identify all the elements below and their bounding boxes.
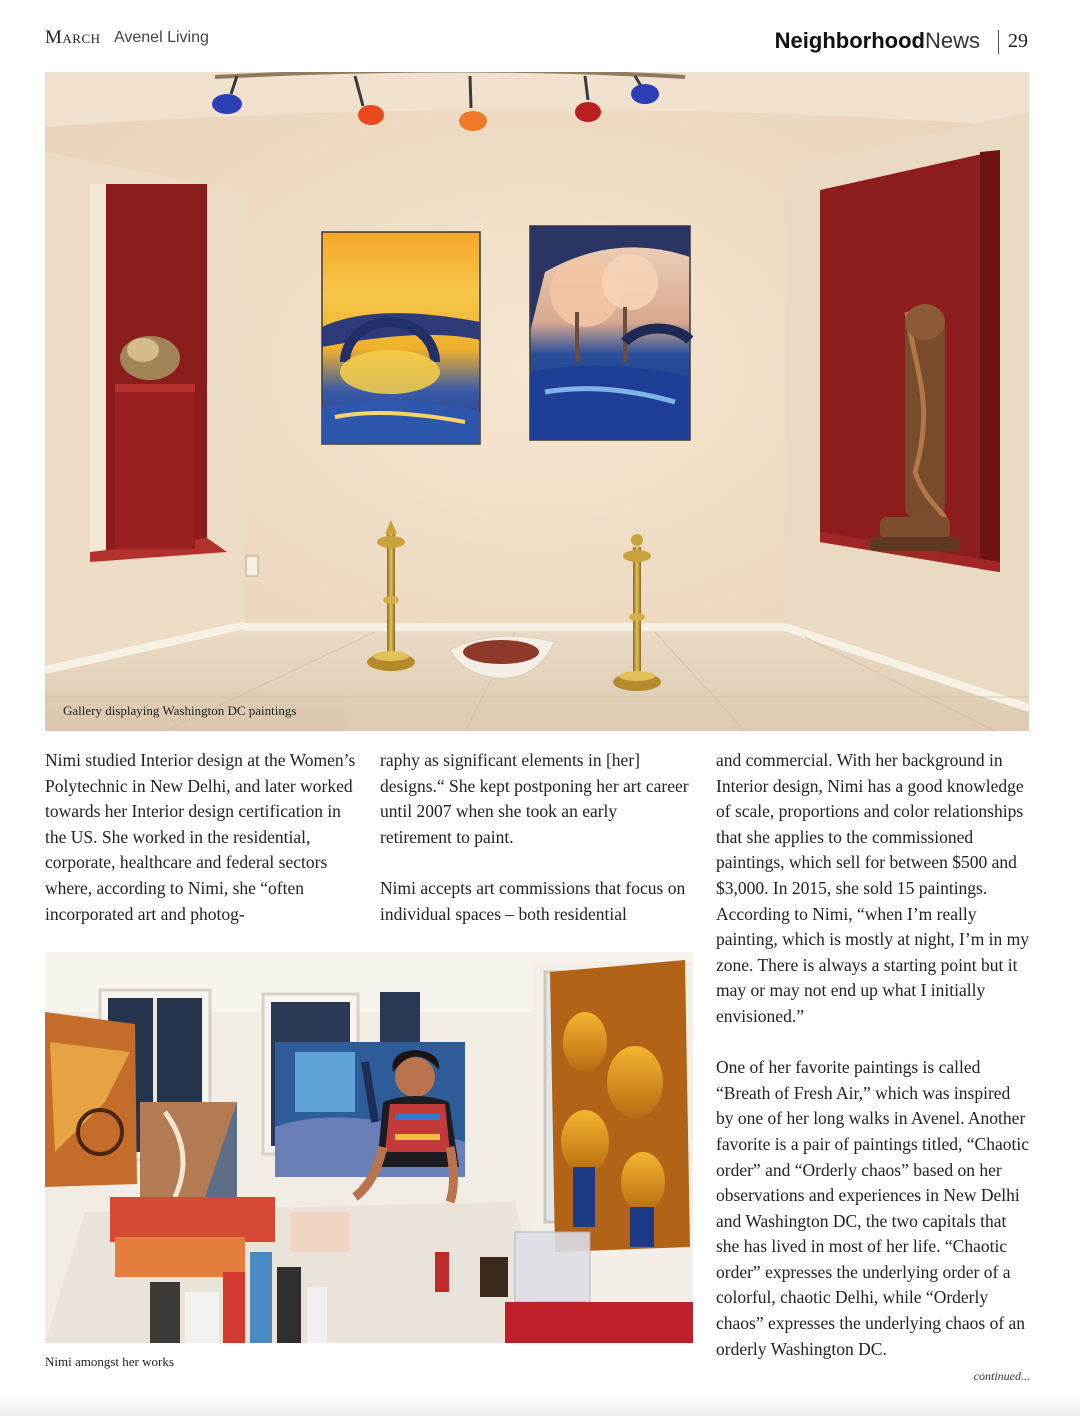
- brand-bold: Neighborhood: [774, 28, 925, 53]
- brand-light: News: [924, 28, 980, 53]
- issue-month: March: [45, 27, 101, 48]
- gallery-caption: Gallery displaying Washington DC paintings: [63, 703, 297, 718]
- article-paragraph: raphy as significant elements in [her] designs.“ She kept postponing her art career until 2007 when she took an early retirement to paint.: [380, 750, 689, 847]
- page-header: [0, 0, 1080, 70]
- continued-note: continued...: [973, 1369, 1030, 1383]
- article-paragraph: One of her favorite paintings is called “Breath of Fresh Air,” which was inspired by one of her long walks in Avenel. Another favorite is a pair of paintings titled, “Chaotic order” and “Orderly chaos” based on her observations and experiences in New Delhi and Washington DC, the two capitals that she has lived in most of her life. “Chaotic order” expresses the underlying order of a colorful, chaotic Delhi, while “Orderly chaos” expresses the underlying chaos of an orderly Washington DC.: [716, 1057, 1029, 1359]
- article-column-1: [45, 748, 357, 927]
- article-paragraph: and commercial. With her background in Interior design, Nimi has a good knowledge of scale, proportions and color relationships that she applies to the commissioned paintings, which sell for between $500 and $3,000. In 2015, she sold 15 paintings. According to Nimi, “when I’m really painting, which is mostly at night, I’m in my zone. There is always a starting point but it may or may not end up what I initially envisioned.”: [716, 750, 1030, 1026]
- gallery-illustration: [45, 72, 1029, 731]
- article-paragraph: Nimi accepts art commissions that focus on individual spaces – both residential: [380, 877, 686, 924]
- header-divider: [998, 30, 999, 54]
- article-paragraph: Nimi studied Interior design at the Women’s Polytechnic in New Delhi, and later worked towards her Interior design certification in the US. She worked in the residential, corporate, healthcare and federal sectors where, according to Nimi, she “often incorporated art and photog-: [45, 750, 356, 924]
- studio-caption: Nimi amongst her works: [45, 1354, 174, 1369]
- studio-photo: [45, 952, 693, 1343]
- publication-brand: [775, 28, 980, 54]
- article-column-3: [716, 748, 1032, 1362]
- studio-illustration: [45, 952, 693, 1343]
- section-title: Avenel Living: [114, 29, 209, 46]
- page-bottom-edge: [0, 1396, 1080, 1416]
- page-number: 29: [1008, 30, 1028, 52]
- article-column-2: [380, 748, 692, 927]
- gallery-photo: [45, 72, 1029, 731]
